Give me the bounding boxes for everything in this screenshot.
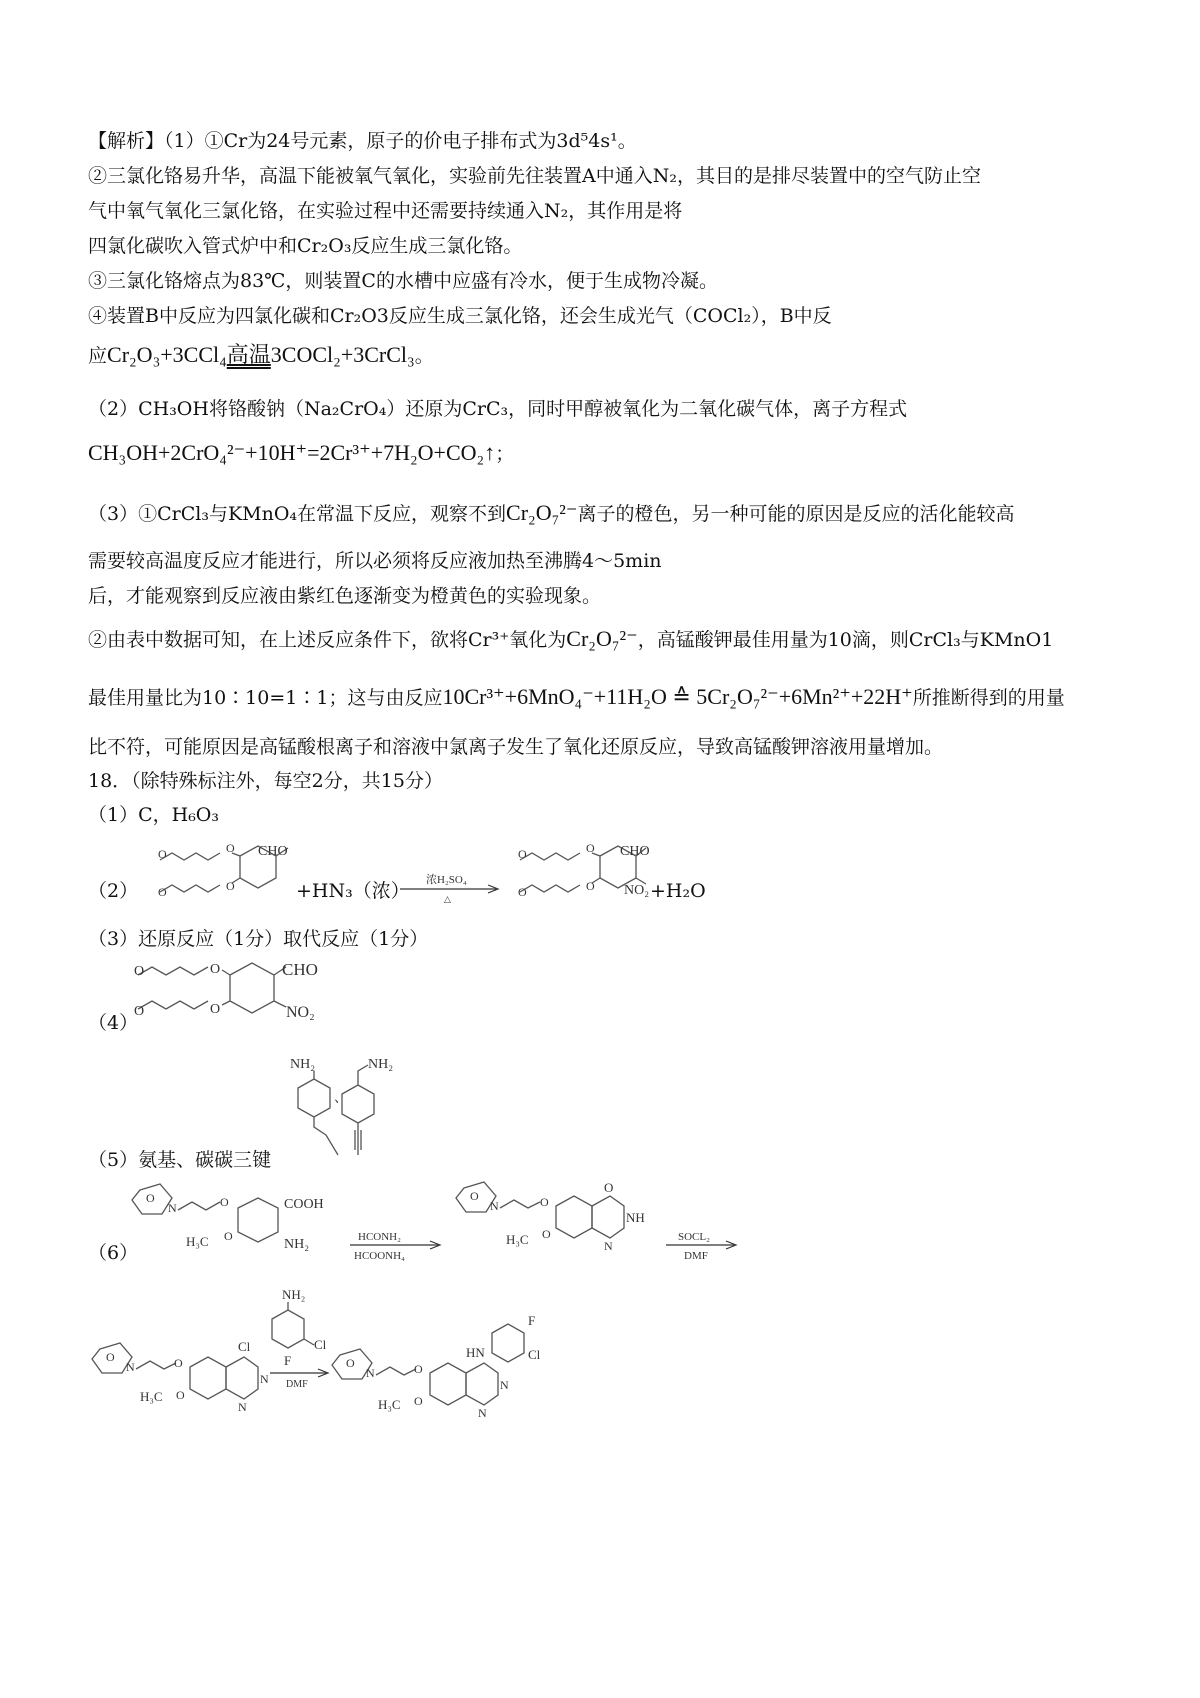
sm-ether-o: O [220, 1195, 229, 1209]
analysis-line-7: （2）CH₃OH将铬酸钠（Na₂CrO₄）还原为CrC₃，同时甲醇被氧化为二氧化碳气体，离子方程式 [88, 398, 908, 420]
reaction-arrow-2 [398, 870, 502, 904]
analysis-line-12 [88, 684, 1065, 711]
analysis-line-3: 气中氧气氧化三氯化铬，在实验过程中还需要持续通入N₂，其作用是将 [88, 200, 683, 222]
analysis-line-4: 四氯化碳吹入管式炉中和Cr₂O₃反应生成三氯化铬。 [88, 235, 523, 257]
answer-18-3: （3）还原反应（1分）取代反应（1分） [88, 928, 429, 950]
reactant-structure-2 [140, 838, 300, 908]
product-methoxy-o-2: O [518, 885, 527, 899]
f-label-1: F [284, 1353, 292, 1368]
answer-18-5: （5）氨基、碳碳三键 [88, 1149, 272, 1171]
analysis-line-8-post: 离子的橙色，另一种可能的原因是反应的活化能较高 [577, 503, 1015, 525]
dichromate-ion-1: Cr₂O₇²⁻ [506, 500, 578, 525]
cho-label-3: CHO [282, 960, 318, 979]
answer-18-6-label: （6） [88, 1242, 139, 1264]
step-6-quinazolinone [452, 1180, 652, 1270]
analysis-line-2: ②三氯化铬易升华，高温下能被氧气氧化，实验前先往装置A中通入N₂，其目的是排尽装置中的空气防止空 [88, 165, 981, 187]
reagent-socl2: SOCL₂ [678, 1231, 710, 1243]
answer-18-2-reagent: +HN₃（浓） [296, 880, 410, 902]
analysis-line-11-pre: ②由表中数据可知，在上述反应条件下，欲将Cr³⁺氧化为 [88, 629, 567, 651]
analysis-line-13: 比不符，可能原因是高锰酸根离子和溶液中氯离子发生了氧化还原反应，导致高锰酸钾溶液用量增加。 [88, 736, 944, 758]
cooh-label: COOH [284, 1197, 324, 1212]
cl-label-3: Cl [528, 1347, 541, 1362]
morpholine-n-1: N [168, 1201, 177, 1215]
reaction-arrow-6b [664, 1226, 740, 1266]
sm-methoxy-o: O [224, 1229, 233, 1243]
chloro-n-2: N [238, 1400, 247, 1414]
analysis-line-11 [88, 626, 1053, 653]
no2-label-2: NO₂ [286, 1004, 315, 1021]
product-ether-o-1: O [586, 841, 595, 855]
quinazolinone-methoxy-o: O [542, 1227, 551, 1241]
answer-18-2-product: +H₂O [650, 880, 706, 902]
isomer-separator: 、 [334, 1091, 348, 1106]
reagent-hcoonh4: HCOONH₄ [354, 1250, 405, 1262]
analysis-line-1: 【解析】（1）①Cr为24号元素，原子的价电子排布式为3d⁵4s¹。 [88, 130, 637, 152]
answer-4-structure [130, 955, 330, 1035]
nh2-label-4: NH₂ [282, 1287, 306, 1302]
product-ether-o-2: O [586, 879, 595, 893]
answer-18-2-label: （2） [88, 880, 139, 902]
nh2-label-3: NH₂ [284, 1237, 310, 1252]
reaction-2-heat: △ [444, 894, 451, 904]
morpholine-o-3: O [106, 1350, 115, 1364]
analysis-line-8-pre: （3）①CrCl₃与KMnO₄在常温下反应，观察不到 [88, 503, 507, 525]
no2-label-1: NO₂ [624, 883, 650, 898]
analysis-line-12-pre: 最佳用量比为10∶10=1∶1；这与由反应 [88, 687, 443, 709]
chloro-ether-o: O [174, 1356, 183, 1370]
cl-label-2: Cl [314, 1337, 327, 1352]
product-methoxy-o: O [414, 1394, 423, 1408]
morpholine-o-4: O [346, 1356, 355, 1370]
answer-5-structures [268, 1050, 418, 1165]
answer-18-1: （1）C，H₆O₃ [88, 804, 220, 826]
morpholine-o-2: O [470, 1189, 479, 1203]
analysis-line-6: ④装置B中反应为四氯化碳和Cr₂O3反应生成三氯化铬，还会生成光气（COCl₂），B中反 [88, 305, 832, 327]
answer-18-4-label: （4） [88, 1012, 139, 1034]
analysis-line-8 [88, 500, 1014, 527]
ether-o-1: O [226, 841, 235, 855]
h3c-label-1: H₃C [186, 1234, 209, 1249]
morpholine-n-3: N [126, 1360, 135, 1374]
step-6-final-sequence [88, 1285, 568, 1445]
equation-2: CH₃OH+2CrO₄²⁻+10H⁺=2Cr³⁺+7H₂O+CO₂↑ [88, 440, 496, 465]
answer-4-ether-o-1: O [210, 962, 221, 977]
equation-2-line [88, 440, 514, 467]
reagent-dmf-2: DMF [286, 1379, 308, 1390]
answer-4-methoxy-o-1: O [134, 964, 145, 979]
analysis-line-10: 后，才能观察到反应液由紫红色逐渐变为橙黄色的实验现象。 [88, 585, 602, 607]
reagent-hconh2: HCONH₂ [358, 1231, 401, 1243]
methoxy-o-1: O [158, 847, 167, 861]
question-18-header: 18．（除特殊标注外，每空2分，共15分） [88, 770, 443, 792]
cho-label-1: CHO [258, 844, 288, 859]
cho-label-2: CHO [620, 844, 650, 859]
h3c-label-4: H₃C [378, 1397, 401, 1412]
analysis-line-5: ③三氯化铬熔点为83℃，则装置C的水槽中应盛有冷水，便于生成物冷凝。 [88, 270, 718, 292]
answer-4-methoxy-o-2: O [134, 1004, 145, 1019]
methoxy-o-2: O [158, 885, 167, 899]
equation-1-line [88, 342, 434, 369]
hn-label: HN [466, 1345, 485, 1360]
morpholine-o-1: O [146, 1191, 155, 1205]
reaction-arrow-6a [348, 1226, 444, 1266]
equation-1-right: 3COCl₂+3CrCl₃ [270, 342, 415, 367]
quinazolinone-n: N [604, 1239, 613, 1253]
nh2-label-1: NH₂ [290, 1057, 316, 1072]
f-label-2: F [528, 1313, 536, 1328]
quinazolinone-ether-o: O [540, 1195, 549, 1209]
morpholine-n-4: N [366, 1366, 375, 1380]
chloro-n-1: N [260, 1372, 269, 1386]
product-n-2: N [478, 1406, 487, 1420]
equation-1-condition: 高温 [226, 342, 271, 367]
morpholine-n-2: N [490, 1199, 499, 1213]
analysis-line-9: 需要较高温度反应才能进行，所以必须将反应液加热至沸腾4～5min [88, 550, 662, 572]
equation-2-post: ； [495, 443, 515, 465]
h3c-label-3: H₃C [140, 1389, 163, 1404]
ether-o-2: O [226, 879, 235, 893]
step-6-starting-material [128, 1182, 348, 1272]
equation-1-prefix: 应 [88, 345, 108, 367]
chloro-methoxy-o: O [176, 1388, 185, 1402]
nh-label: NH [626, 1210, 645, 1225]
product-n-1: N [500, 1378, 509, 1392]
equation-3: 10Cr³⁺+6MnO₄⁻+11H₂O ≙ 5Cr₂O₇²⁻+6Mn²⁺+22H⁺ [442, 684, 913, 709]
nh2-label-2: NH₂ [368, 1057, 394, 1072]
cl-label-1: Cl [238, 1339, 251, 1354]
reaction-2-condition: 浓H₂SO₄ [426, 874, 467, 886]
answer-4-ether-o-2: O [210, 1002, 221, 1017]
dichromate-ion-2: Cr₂O₇²⁻ [566, 626, 638, 651]
product-structure-2 [508, 838, 658, 912]
analysis-line-12-post: 所推断得到的用量 [912, 687, 1065, 709]
product-ether-o: O [414, 1362, 423, 1376]
h3c-label-2: H₃C [506, 1232, 529, 1247]
analysis-line-11-post: ，高锰酸钾最佳用量为10滴，则CrCl₃与KMnO1 [637, 629, 1054, 651]
equation-1-left: Cr₂O₃+3CCl₄ [107, 342, 227, 367]
carbonyl-o: O [604, 1180, 614, 1195]
reagent-dmf-1: DMF [684, 1250, 708, 1262]
equation-1-post: 。 [414, 345, 434, 367]
product-methoxy-o-1: O [518, 847, 527, 861]
